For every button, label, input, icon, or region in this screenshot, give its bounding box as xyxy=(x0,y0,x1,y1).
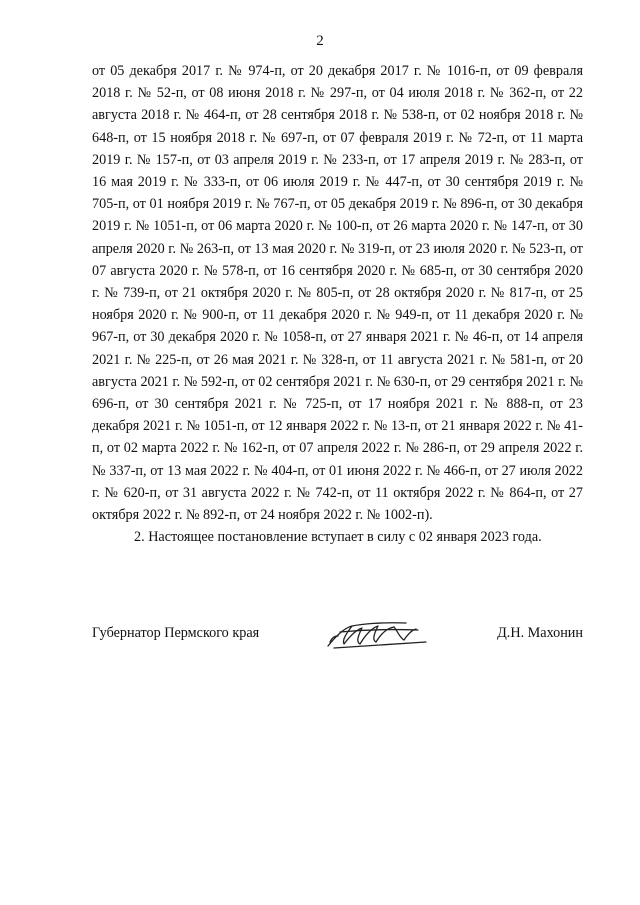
paragraph-item-2: 2. Настоящее постановление вступает в силу с 02 января 2023 года. xyxy=(134,529,542,546)
page-number: 2 xyxy=(316,33,324,49)
handwritten-signature-icon xyxy=(322,618,432,652)
signatory-name: Д.Н. Махонин xyxy=(497,625,583,641)
signatory-position: Губернатор Пермского края xyxy=(92,625,260,641)
document-body xyxy=(92,60,583,548)
paragraph-continuation: от 05 декабря 2017 г. № 974-п, от 20 декабря 2017 г. № 1016-п, от 09 февраля 2018 г. № 52-п, от 08 июня 2018 г. № 297-п, от 04 июля 2018 г. № 362-п, от 22 августа 2018 г. № 464-п, от 28 сентября 2018 г. № 538-п, от 02 ноября 2018 г. № 648-п, от 15 ноября 2018 г. № 697-п, от 07 февраля 2019 г. № 72-п, от 11 марта 2019 г. № 157-п, от 03 апреля 2019 г. № 233-п, от 17 апреля 2019 г. № 283-п, от 16 мая 2019 г. № 333-п, от 06 июля 2019 г. № 447-п, от 30 сентября 2019 г. № 705-п, от 01 ноября 2019 г. № 767-п, от 05 декабря 2019 г. № 896-п, от 30 декабря 2019 г. № 1051-п, от 06 марта 2020 г. № 100-п, от 26 марта 2020 г. № 147-п, от 30 апреля 2020 г. № 263-п, от 13 мая 2020 г. № 319-п, от 23 июля 2020 г. № 523-п, от 07 августа 2020 г. № 578-п, от 16 сентября 2020 г. № 685-п, от 30 сентября 2020 г. № 739-п, от 21 октября 2020 г. № 805-п, от 28 октября 2020 г. № 817-п, от 25 ноября 2020 г. № 900-п, от 11 декабря 2020 г. № 949-п, от 11 декабря 2020 г. № 967-п, от 30 декабря 2020 г. № 1058-п, от 27 января 2021 г. № 46-п, от 14 апреля 2021 г. № 225-п, от 26 мая 2021 г. № 328-п, от 11 августа 2021 г. № 581-п, от 20 августа 2021 г. № 592-п, от 02 сентября 2021 г. № 630-п, от 29 сентября 2021 г. № 696-п, от 30 сентября 2021 г. № 725-п, от 17 ноября 2021 г. № 888-п, от 23 декабря 2021 г. № 1051-п, от 12 января 2022 г. № 13-п, от 21 января 2022 г. № 41-п, от 02 марта 2022 г. № 162-п, от 07 апреля 2022 г. № 286-п, от 29 апреля 2022 г. № 337-п, от 13 мая 2022 г. № 404-п, от 01 июня 2022 г. № 466-п, от 27 июля 2022 г. № 620-п, от 31 августа 2022 г. № 742-п, от 11 октября 2022 г. № 864-п, от 27 октября 2022 г. № 892-п, от 24 ноября 2022 г. № 1002-п). xyxy=(92,63,583,524)
signature-block xyxy=(92,618,583,658)
